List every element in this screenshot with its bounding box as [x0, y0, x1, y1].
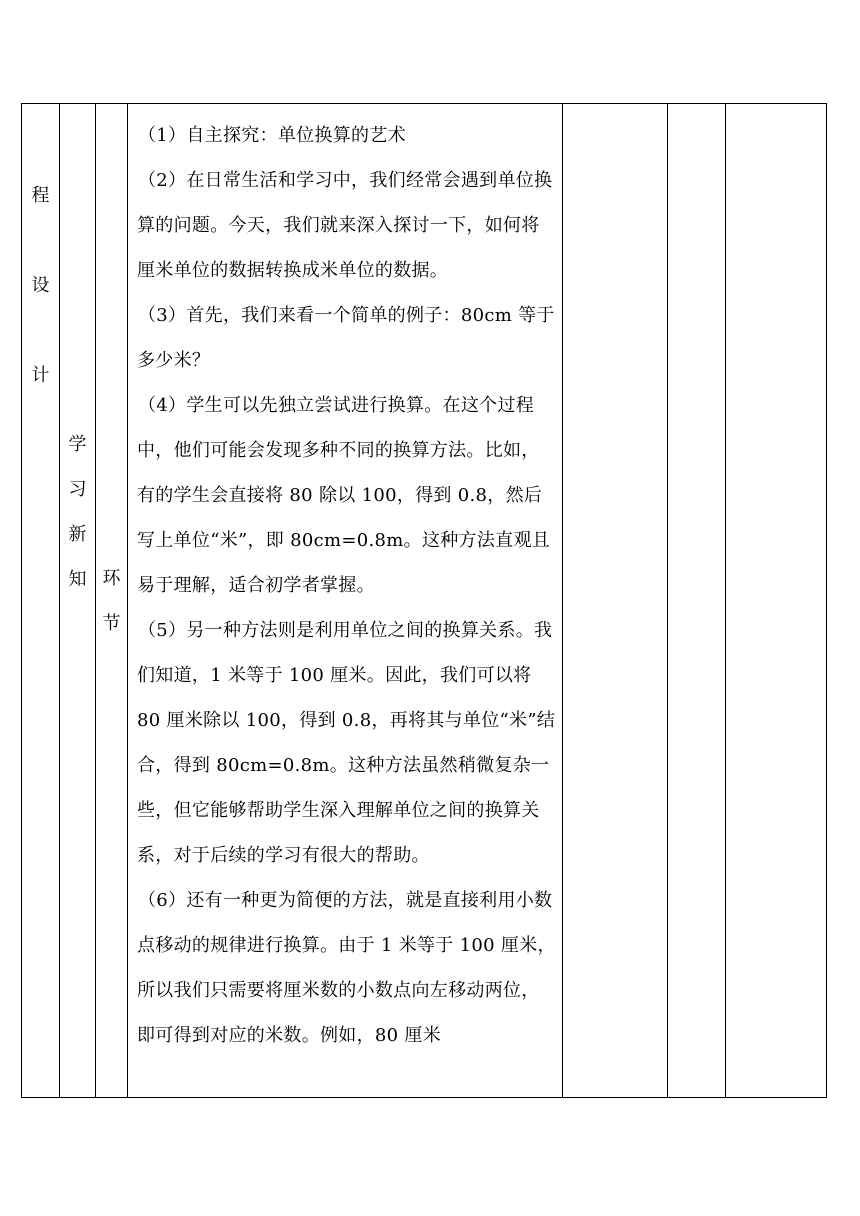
table-row — [22, 104, 827, 1098]
section-char: 计 — [31, 365, 50, 386]
stage-char: 学 — [68, 434, 87, 455]
section-char: 设 — [31, 275, 50, 296]
section-label-cell — [22, 104, 60, 1098]
paragraph-4: （4）学生可以先独立尝试进行换算。在这个过程中，他们可能会发现多种不同的换算方法。比如，有的学生会直接将 80 除以 100，得到 0.8，然后写上单位“米”，即 80cm=0.8m。这种方法直观且易于理解，适合初学者掌握。 — [137, 395, 551, 596]
step-label-cell — [96, 104, 128, 1098]
stage-char: 习 — [68, 479, 87, 500]
content-cell — [128, 104, 563, 1098]
paragraph-1: （1）自主探究：单位换算的艺术 — [138, 125, 406, 146]
paragraph-3: （3）首先，我们来看一个简单的例子：80cm 等于多少米？ — [137, 305, 555, 371]
paragraph-5: （5）另一种方法则是利用单位之间的换算关系。我们知道，1 米等于 100 厘米。因此，我们可以将 80 厘米除以 100，得到 0.8，再将其与单位“米”结合，得到 80cm=0.8m。这种方法虽然稍微复杂一些，但它能够帮助学生深入理解单位之间的换算关系，对于后续的学习有很大的帮助。 — [137, 620, 556, 866]
lesson-plan-table — [21, 103, 827, 1098]
paragraph-6: （6）还有一种更为简便的方法，就是直接利用小数点移动的规律进行换算。由于 1 米等于 100 厘米，所以我们只需要将厘米数的小数点向左移动两位，即可得到对应的米数。例如，80 厘米 — [137, 890, 556, 1046]
stage-char: 新 — [68, 524, 87, 545]
section-char: 程 — [31, 185, 50, 206]
paragraph-2: （2）在日常生活和学习中，我们经常会遇到单位换算的问题。今天，我们就来深入探讨一下，如何将厘米单位的数据转换成米单位的数据。 — [137, 170, 553, 281]
empty-cell-2 — [668, 104, 726, 1098]
step-char: 节 — [102, 613, 121, 634]
empty-cell-1 — [563, 104, 668, 1098]
empty-cell-3 — [726, 104, 827, 1098]
stage-char: 知 — [68, 569, 87, 590]
stage-label-cell — [60, 104, 96, 1098]
step-char: 环 — [102, 568, 121, 589]
